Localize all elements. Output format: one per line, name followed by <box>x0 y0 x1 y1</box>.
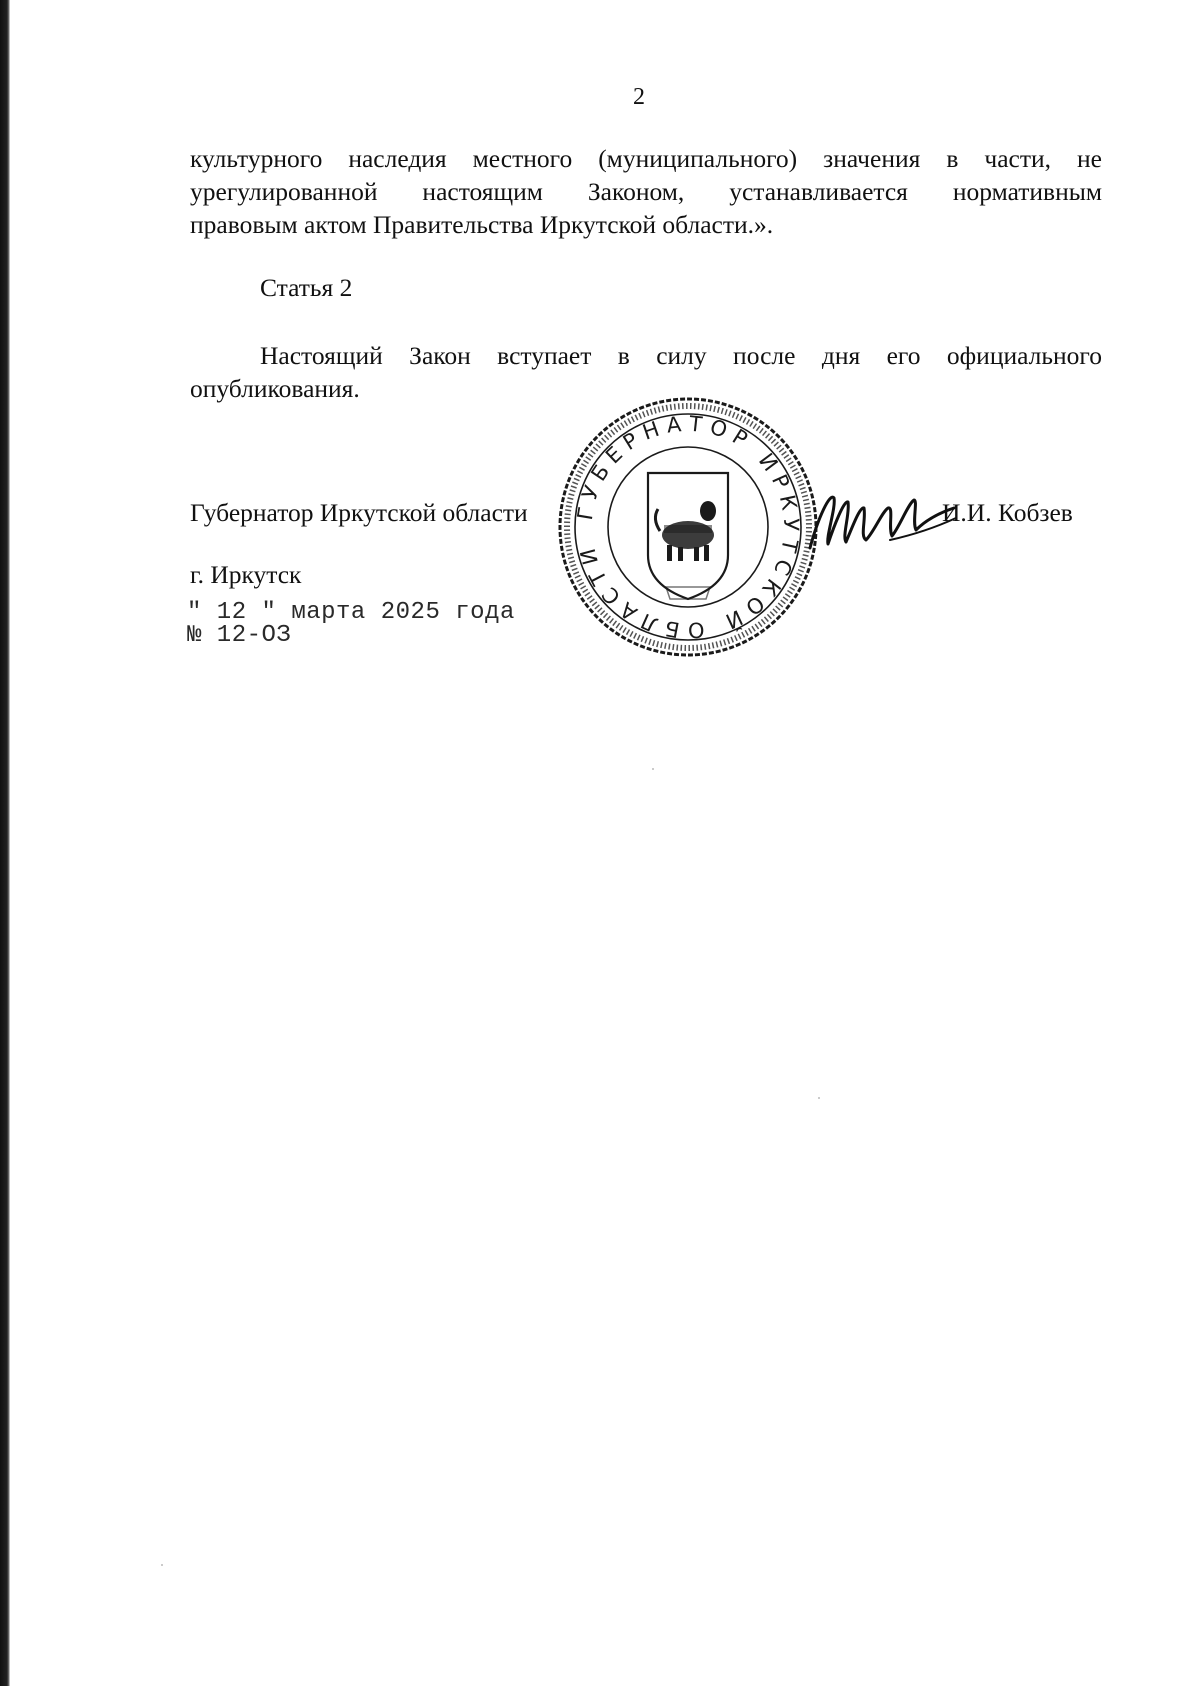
scan-left-edge <box>0 0 10 1686</box>
official-seal <box>556 395 820 659</box>
governor-name: И.И. Кобзев <box>942 498 1073 527</box>
scan-artifact <box>161 1564 163 1566</box>
scan-artifact <box>818 1097 820 1099</box>
paragraph-line: культурного наследия местного (муниципального) значения в части, не <box>190 144 1102 173</box>
svg-text:ГУБЕРНАТОР ИРКУТСКОЙ ОБЛАСТИ: ГУБЕРНАТОР ИРКУТСКОЙ ОБЛАСТИ <box>572 411 804 643</box>
paragraph-line: правовым актом Правительства Иркутской области.». <box>190 210 774 239</box>
article-heading: Статья 2 <box>260 273 353 302</box>
city-of-signing: г. Иркутск <box>190 560 302 589</box>
paragraph-line: опубликования. <box>190 374 360 403</box>
handwritten-signature <box>808 478 958 560</box>
governor-title: Губернатор Иркутской области <box>190 498 528 527</box>
scan-artifact <box>652 768 654 770</box>
signing-date: " 12 " марта 2025 года <box>187 599 515 626</box>
paragraph-line: урегулированной настоящим Законом, устанавливается нормативным <box>190 177 1102 206</box>
babr-emblem-icon <box>655 501 716 561</box>
paragraph-continuation <box>190 142 1102 241</box>
paragraph-line: Настоящий Закон вступает в силу после дня его официального <box>260 341 1102 370</box>
page-number: 2 <box>633 84 645 110</box>
law-number: № 12-ОЗ <box>187 622 292 649</box>
